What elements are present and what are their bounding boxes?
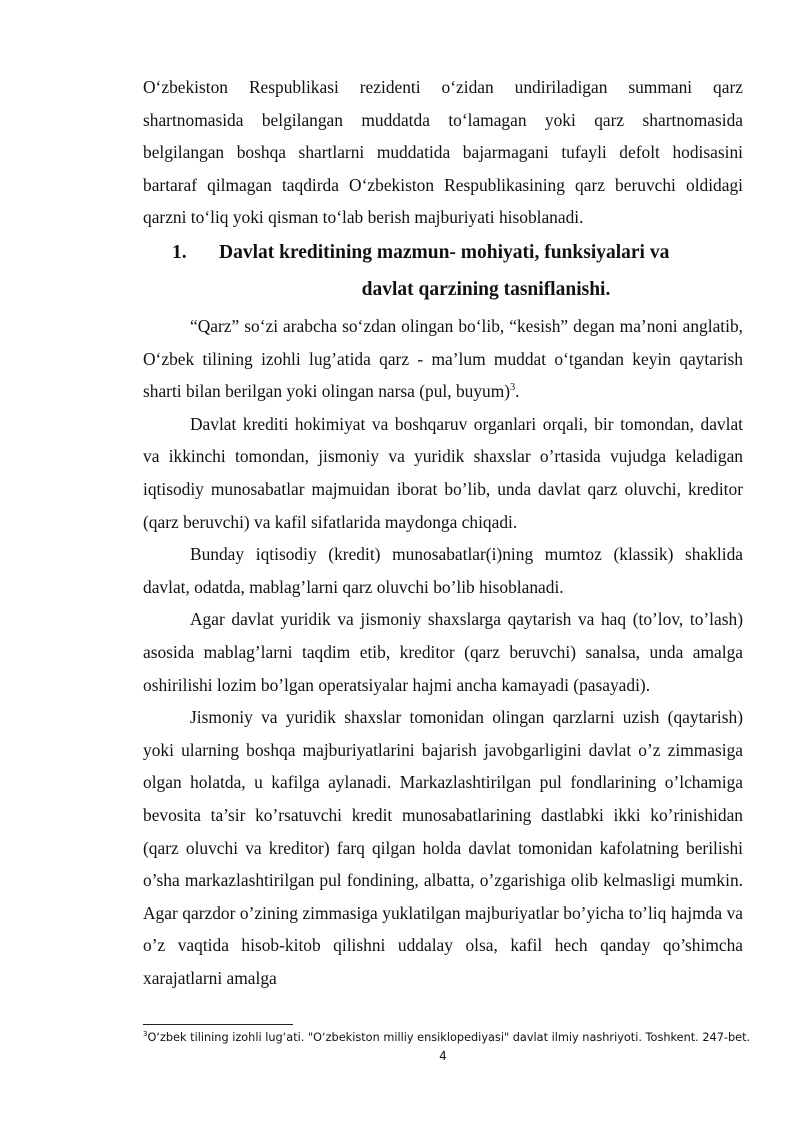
page-number: 4 (439, 1049, 447, 1063)
paragraph-klassik-shakl: Bunday iqtisodiy (kredit) munosabatlar(i)ning mumtoz (klassik) shaklida davlat, odatda, mablag’larni qarz oluvchi bo’lib hisoblanadi. (143, 544, 743, 597)
paragraph-qarz-text: “Qarz” so‘zi arabcha so‘zdan olingan bo‘lib, “kesish” degan ma’noni anglatib, O‘zbek tilining izohli lug’atida qarz - ma’lum muddat o‘tgandan keyin qaytarish sharti bilan berilgan yoki olingan narsa (pul, buyum) (143, 316, 743, 402)
section-heading-line-2: davlat qarzining tasniflanishi. (361, 279, 611, 300)
body-text (143, 310, 743, 994)
footnote (143, 1031, 763, 1045)
section-heading-line-1: Davlat kreditining mazmun- mohiyati, funksiyalari va (219, 242, 670, 263)
footnote-separator (143, 1024, 293, 1025)
paragraph-qarz-end: . (515, 381, 520, 402)
paragraph-davlat-krediti: Davlat krediti hokimiyat va boshqaruv organlari orqali, bir tomondan, davlat va ikkinchi tomondan, jismoniy va yuridik shaxslar o’rtasida vujudga keladigan iqtisodiy munosabatlar majmuidan iborat bo’lib, unda davlat qarz oluvchi, kreditor (qarz beruvchi) va kafil sifatlarida maydonga chiqadi. (143, 413, 743, 532)
footnote-text: O‘zbek tilining izohli lug‘ati. "O‘zbekiston milliy ensiklopediyasi" davlat ilmiy nashriyoti. Toshkent. 247-bet. (147, 1031, 751, 1044)
paragraph-qarz-definition (143, 310, 743, 408)
intro-paragraph: O‘zbekiston Respublikasi rezidenti o‘zidan undiriladigan summani qarz shartnomasida belgilangan muddatda to‘lamagan yoki qarz shartnomasida belgilangan boshqa shartlarni muddatida bajarmagani tufayli defolt hodisasini bartaraf qilmagan taqdirda O‘zbekiston Respublikasining qarz beruvchi oldidagi qarzni to‘liq yoki qisman to‘lab berish majburiyati hisoblanadi. (143, 77, 743, 228)
footnote-reference: 3 (510, 382, 516, 394)
section-heading (143, 234, 743, 308)
paragraph-kafil: Jismoniy va yuridik shaxslar tomonidan olingan qarzlarni uzish (qaytarish) yoki ularning boshqa majburiyatlarini bajarish javobgarligini davlat o’z zimmasiga olgan holatda, u kafilga aylanadi. Markazlashtirilgan pul fondlarining o’lchamiga bevosita ta’sir ko’rsatuvchi kredit munosabatlarining dastlabki ikki ko’rinishidan (qarz oluvchi va kreditor) farq qilgan holda davlat tomonidan kafolatning berilishi o’sha markazlashtirilgan pul fondining, albatta, o’zgarishiga olib kelmasligi mumkin. Agar qarzdor o’zining zimmasiga yuklatilgan majburiyatlar bo’yicha to’liq hajmda va o’z vaqtida hisob-kitob qilishni uddalay olsa, kafil hech qanday qo’shimcha xarajatlarni amalga (143, 707, 743, 988)
paragraph-kreditor: Agar davlat yuridik va jismoniy shaxslarga qaytarish va haq (to’lov, to’lash) asosida mablag’larni taqdim etib, kreditor (qarz beruvchi) sanalsa, unda amalga oshirilishi lozim bo’lgan operatsiyalar hajmi ancha kamayadi (pasayadi). (143, 609, 743, 695)
footnote-marker: 3 (143, 1030, 148, 1039)
section-number: 1. (172, 242, 187, 263)
